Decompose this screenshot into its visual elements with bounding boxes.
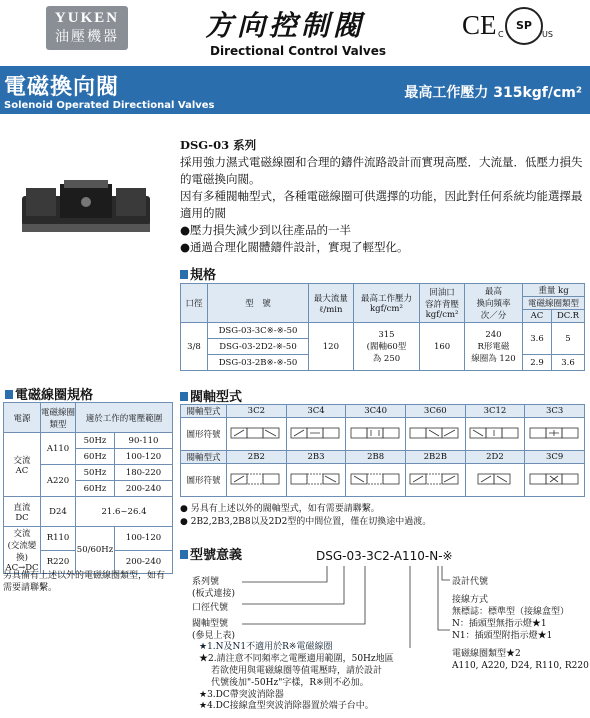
model-series-sub: (板式連接)	[192, 589, 236, 599]
range-1: 90-110	[115, 433, 173, 449]
hz-6: 50/60Hz	[76, 527, 115, 574]
model-note-2: ★2.請注意不同頻率之電壓適用範圍，50Hz地區	[199, 654, 394, 664]
spool-3c60: 3C60	[405, 405, 465, 418]
spool-symbol-icon	[230, 427, 282, 439]
intro-paragraph-1: 採用強力濕式電磁線圈和合理的鑄件流路設計而實現高壓．大流量．低壓力損失的電磁換向閥。	[180, 155, 583, 186]
spool-2d2: 2D2	[465, 451, 525, 464]
model-bore-label: 口徑代號	[192, 603, 229, 613]
range-6: 100-120	[115, 527, 173, 551]
freq-note: R形電磁 線圈為 120	[471, 341, 516, 364]
range-7: 200-240	[115, 550, 173, 574]
src-acdc: 交流 (交流變換) AC→DC	[4, 527, 41, 574]
range-5: 21.6~26.4	[76, 497, 173, 527]
csa-mark-icon: SP	[505, 7, 543, 45]
type-a220: A220	[41, 465, 76, 497]
spool-3c3: 3C3	[525, 405, 585, 418]
hdr-model: 型 號	[208, 284, 309, 323]
spool-symbol-icon	[529, 427, 581, 439]
model-section-title: 型號意義	[180, 544, 242, 563]
hdr-coil-type: 電磁線圈類型	[523, 297, 585, 310]
model-wiring-n1: N1：插頭型附指示燈★1	[452, 631, 553, 641]
hz-1: 50Hz	[76, 433, 115, 449]
spool-type-label-2: 閥軸型式	[181, 451, 227, 464]
hdr-ac: AC	[523, 310, 552, 323]
model-1: DSG-03-3C※-※-50	[208, 323, 309, 339]
spec-table	[180, 283, 585, 371]
spool-symbol-icon	[350, 473, 402, 485]
spool-3c40: 3C40	[346, 405, 406, 418]
range-2: 100-120	[115, 449, 173, 465]
src-dc: 直流 DC	[4, 497, 41, 527]
hdr-voltage-range: 適於工作的電壓範圍	[76, 403, 173, 433]
spool-2b3: 2B3	[286, 451, 346, 464]
logo-brand: YUKEN	[54, 10, 120, 26]
spool-2b2: 2B2	[227, 451, 287, 464]
spool-3c12: 3C12	[465, 405, 525, 418]
spool-symbol-icon	[290, 473, 342, 485]
weight-dc-1: 5	[552, 323, 585, 355]
coil-section-title: 電磁線圈規格	[5, 384, 93, 403]
hdr-tank-pressure: 回油口 容許背壓 kgf/cm²	[420, 284, 465, 323]
model-wiring-label: 接線方式	[452, 595, 489, 605]
hz-3: 50Hz	[76, 465, 115, 481]
model-wiring-std: 無標誌：標準型（接線盒型）	[452, 607, 570, 617]
spec-section-title: 規格	[180, 264, 216, 283]
max-pressure-label: 最高工作壓力 315kgf/cm²	[404, 85, 582, 101]
spool-symbol-icon	[409, 427, 461, 439]
series-name: DSG-03 系列	[180, 138, 257, 152]
hdr-bore: 口徑	[181, 284, 208, 323]
freq-value: 240	[485, 329, 502, 340]
type-r110: R110	[41, 527, 76, 551]
ce-mark-icon: CE	[462, 10, 497, 40]
valve-photo-icon	[20, 178, 152, 236]
model-spool-label: 閥軸型號	[192, 619, 229, 629]
spool-symbol-label-2: 圖形符號	[181, 464, 227, 497]
spool-2b8: 2B8	[346, 451, 406, 464]
tank-value: 160	[420, 323, 465, 371]
hz-2: 60Hz	[76, 449, 115, 465]
weight-ac-2: 2.9	[523, 355, 552, 371]
spool-symbol-icon	[529, 473, 581, 485]
spool-3c2: 3C2	[227, 405, 287, 418]
model-coil-label: 電磁線圈類型★2	[452, 649, 521, 659]
src-ac: 交流 AC	[4, 433, 41, 497]
model-coil-values: A110, A220, D24, R110, R220	[452, 661, 589, 671]
spool-type-label-1: 閥軸型式	[181, 405, 227, 418]
spool-3c4: 3C4	[286, 405, 346, 418]
spool-symbol-icon	[230, 473, 282, 485]
model-note-3: ★3.DC帶突波消除器	[199, 690, 284, 700]
model-note-1: ★1.N及N1不適用於R※電磁線圈	[199, 642, 333, 652]
csa-c-label: C	[498, 30, 504, 39]
spool-symbol-label-1: 圖形符號	[181, 418, 227, 451]
banner-title-cn: 電磁換向閥	[4, 75, 120, 100]
model-note-2c: 代號後加"-50Hz"字樣，R※則不必加。	[211, 678, 369, 688]
bore-value: 3/8	[181, 323, 208, 371]
model-2: DSG-03-2D2-※-50	[208, 339, 309, 355]
type-a110: A110	[41, 433, 76, 465]
csa-us-label: US	[542, 30, 553, 39]
model-3: DSG-03-2B※-※-50	[208, 355, 309, 371]
page-title-cn: 方向控制閥	[205, 9, 366, 42]
type-d24: D24	[41, 497, 76, 527]
spool-3c9: 3C9	[525, 451, 585, 464]
hdr-coil-type: 電磁線圈類型	[41, 403, 76, 433]
spool-symbol-icon	[290, 427, 342, 439]
spool-symbol-icon	[409, 473, 461, 485]
intro-bullet-2: ●通過合理化閥體鑄件設計，實現了輕型化。	[180, 240, 409, 254]
spool-symbol-icon	[350, 427, 402, 439]
hz-4: 60Hz	[76, 481, 115, 497]
hdr-dc: DC.R	[552, 310, 585, 323]
model-code: DSG-03-3C2-A110-N-※	[316, 549, 453, 563]
banner-title-en: Solenoid Operated Directional Valves	[4, 100, 215, 111]
coil-note: 另具備有上述以外的電磁線圈類型，如有需要請聯繫。	[3, 571, 166, 593]
spool-table	[180, 404, 585, 497]
intro-paragraph-2: 因有多種閥軸型式，各種電磁線圈可供選擇的功能，因此對任何系統均能選擇最適用的閥	[180, 189, 583, 220]
hdr-source: 電源	[4, 403, 41, 433]
spool-section-title: 閥軸型式	[180, 386, 242, 405]
model-series-label: 系列號	[192, 577, 220, 587]
logo-company: 油壓機器	[55, 29, 119, 45]
flow-value: 120	[309, 323, 354, 371]
hdr-max-flow: 最大流量 ℓ/min	[309, 284, 354, 323]
pressure-note: (閥軸60型 為 250	[366, 341, 407, 364]
yuken-logo	[46, 6, 128, 50]
page-title-en: Directional Control Valves	[210, 44, 386, 58]
weight-dc-2: 3.6	[552, 355, 585, 371]
model-note-2b: 若欲使用與電磁線圈等值電壓時，請於設計	[211, 666, 383, 676]
spool-symbol-icon	[469, 473, 521, 485]
model-wiring-n: N：插頭型無指示燈★1	[452, 619, 547, 629]
hdr-max-pressure: 最高工作壓力 kgf/cm²	[353, 284, 419, 323]
spool-note-1: ● 另具有上述以外的閥軸型式，如有需要請聯繫。	[180, 504, 380, 514]
weight-ac-1: 3.6	[523, 323, 552, 355]
hdr-max-freq: 最高 換向頻率 次／分	[464, 284, 522, 323]
spool-symbol-icon	[469, 427, 521, 439]
model-spool-sub: (參見上表)	[192, 631, 236, 641]
range-3: 180-220	[115, 465, 173, 481]
coil-table	[3, 402, 173, 574]
spool-note-2: ● 2B2,2B3,2B8以及2D2型的中間位置，僅在切換途中過渡。	[180, 517, 432, 527]
pressure-value: 315	[378, 329, 395, 340]
range-4: 200-240	[115, 481, 173, 497]
spool-2b2b: 2B2B	[405, 451, 465, 464]
intro-bullet-1: ●壓力損失減少到以往產品的一半	[180, 223, 352, 237]
hdr-weight: 重量 kg	[523, 284, 585, 297]
model-design-label: 設計代號	[452, 577, 489, 587]
model-note-4: ★4.DC接線盒型突波消除器置於端子台中。	[199, 701, 374, 711]
type-r220: R220	[41, 550, 76, 574]
